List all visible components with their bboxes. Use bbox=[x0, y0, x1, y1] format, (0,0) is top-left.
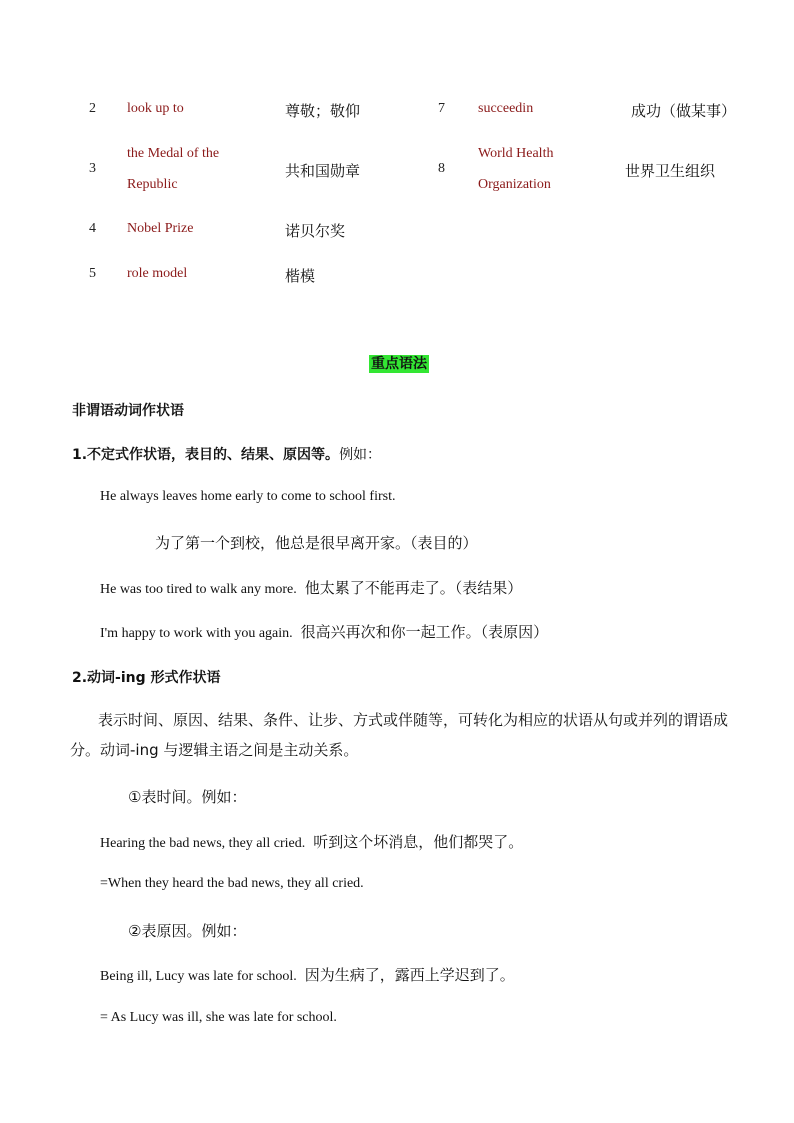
heading-text: 1.不定式作状语，表目的、结果、原因等。 bbox=[72, 447, 340, 463]
grammar-description: 表示时间、原因、结果、条件、让步、方式或伴随等，可转化为相应的状语从句或并列的谓语成分。动词-ing 与逻辑主语之间是主动关系。 bbox=[70, 711, 729, 759]
example-english: He was too tired to walk any more. bbox=[100, 582, 297, 597]
example-line bbox=[100, 964, 515, 985]
vocab-num: 5 bbox=[89, 266, 96, 281]
grammar-heading-1 bbox=[72, 444, 381, 464]
equivalent-sentence: =When they heard the bad news, they all cried. bbox=[100, 876, 364, 891]
example-english: I'm happy to work with you again. bbox=[100, 626, 293, 641]
equivalent-sentence: = As Lucy was ill, she was late for school. bbox=[100, 1010, 337, 1025]
example-line bbox=[100, 621, 548, 642]
vocab-meaning: 尊敬；敬仰 bbox=[285, 102, 361, 120]
vocab-num: 3 bbox=[89, 161, 96, 176]
vocab-term: Nobel Prize bbox=[127, 221, 194, 236]
example-chinese: 因为生病了，露西上学迟到了。 bbox=[304, 966, 515, 984]
vocab-num: 8 bbox=[438, 161, 445, 176]
example-english: Hearing the bad news, they all cried. bbox=[100, 836, 306, 851]
example-chinese: 很高兴再次和你一起工作。（表原因） bbox=[300, 623, 549, 641]
vocab-num: 2 bbox=[89, 101, 96, 116]
vocab-term: Organization bbox=[478, 177, 551, 192]
example-line bbox=[100, 577, 522, 598]
vocab-term: succeedin bbox=[478, 101, 534, 116]
grammar-heading-2: 2.动词-ing 形式作状语 bbox=[72, 670, 221, 686]
grammar-title: 非谓语动词作状语 bbox=[72, 403, 184, 419]
example-chinese: 他太累了不能再走了。（表结果） bbox=[304, 579, 523, 597]
heading-tail: 例如： bbox=[339, 447, 382, 463]
example-english: Being ill, Lucy was late for school. bbox=[100, 969, 297, 984]
example-chinese: 听到这个坏消息，他们都哭了。 bbox=[313, 833, 524, 851]
vocab-meaning: 楷模 bbox=[285, 267, 316, 285]
vocab-term: look up to bbox=[127, 101, 184, 116]
example-line bbox=[100, 831, 523, 852]
vocab-term: the Medal of the bbox=[127, 146, 220, 161]
example-english: He always leaves home early to come to school first. bbox=[100, 489, 396, 504]
subheading-time: ①表时间。例如： bbox=[128, 788, 247, 806]
section-title: 重点语法 bbox=[371, 356, 427, 372]
vocab-term: role model bbox=[127, 266, 188, 281]
vocab-term: Republic bbox=[127, 177, 178, 192]
vocab-num: 4 bbox=[89, 221, 96, 236]
vocab-meaning: 成功（做某事） bbox=[631, 102, 737, 120]
subheading-reason: ②表原因。例如： bbox=[128, 922, 247, 940]
vocab-meaning: 诺贝尔奖 bbox=[285, 222, 346, 240]
vocab-meaning: 世界卫生组织 bbox=[625, 162, 716, 180]
example-chinese: 为了第一个到校，他总是很早离开家。（表目的） bbox=[155, 534, 478, 552]
vocab-num: 7 bbox=[438, 101, 445, 116]
vocab-meaning: 共和国勋章 bbox=[285, 162, 361, 180]
vocab-term: World Health bbox=[478, 146, 554, 161]
